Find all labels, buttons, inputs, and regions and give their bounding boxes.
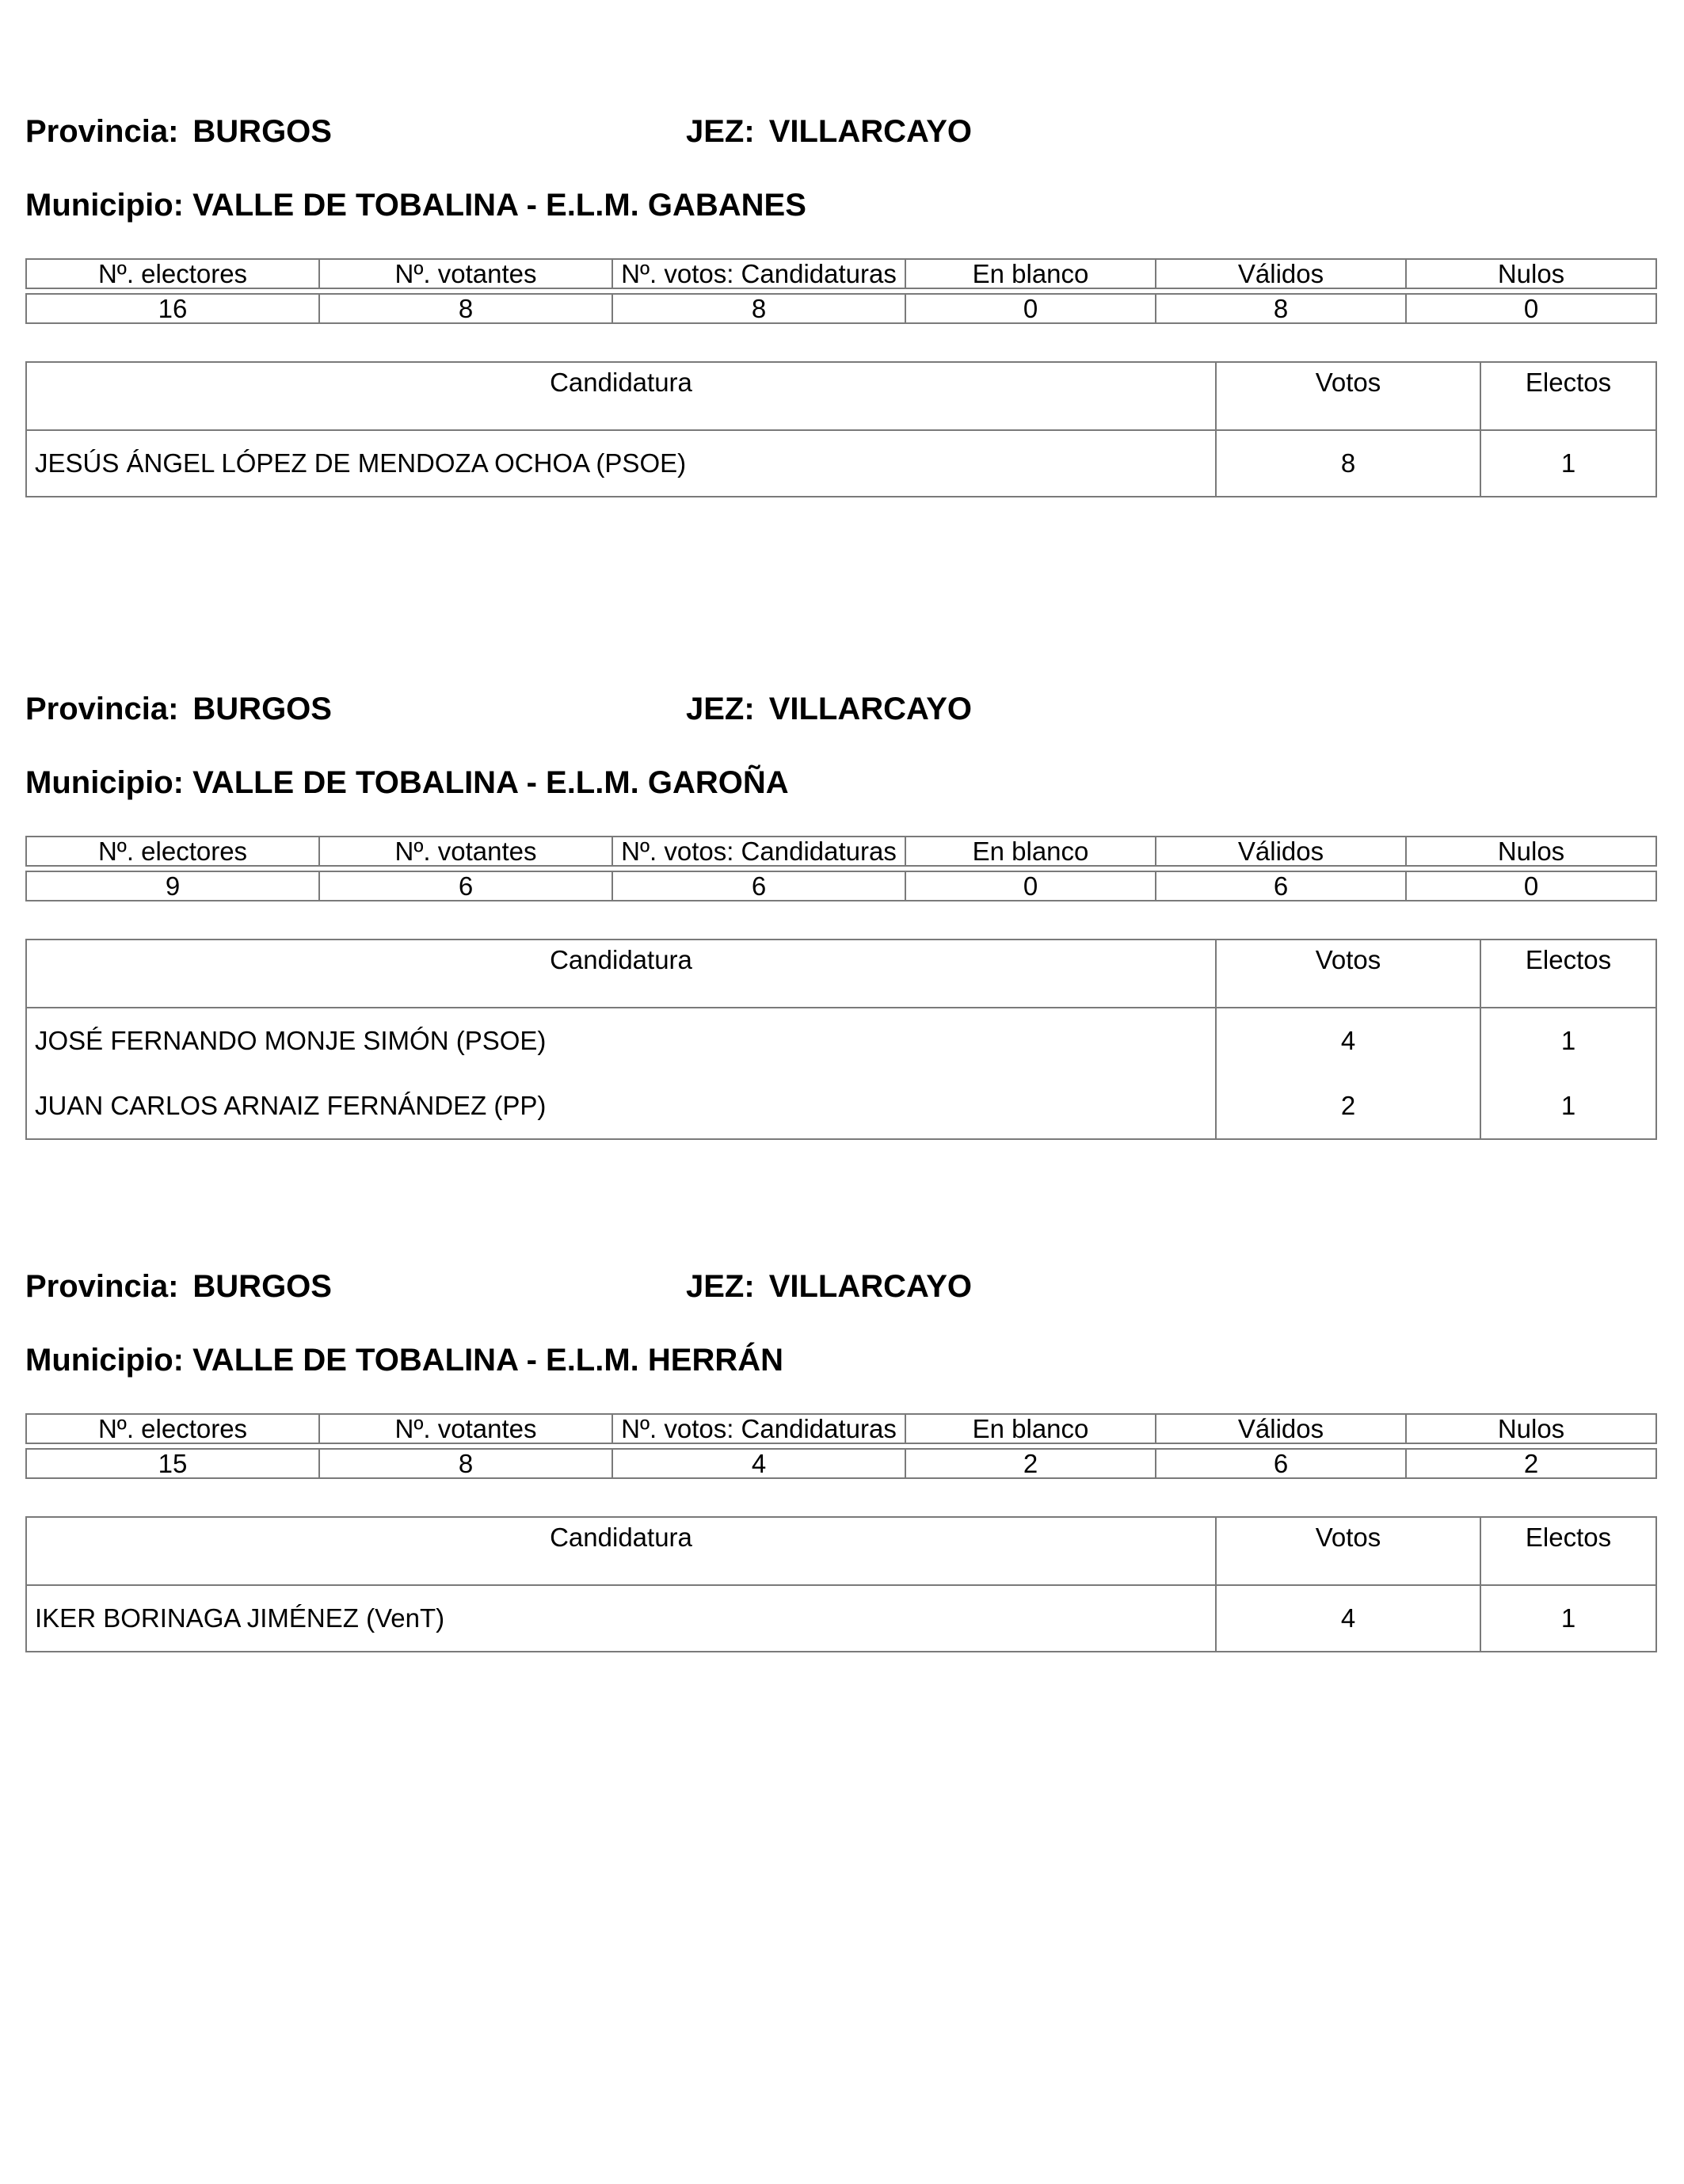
votos-header: Votos <box>1216 1517 1480 1585</box>
stats-value-table <box>25 293 1657 324</box>
section-gabanes <box>25 0 1655 507</box>
stat-header-nulos: Nulos <box>1406 259 1656 288</box>
jez-value: VILLARCAYO <box>768 1269 973 1304</box>
municipio-value: VALLE DE TOBALINA - E.L.M. GABANES <box>192 188 806 223</box>
stats-header-table <box>25 258 1657 289</box>
stats-value-table <box>25 1448 1657 1479</box>
provincia-label: Provincia: <box>25 692 179 726</box>
stat-votos-candidaturas: 8 <box>612 294 905 323</box>
stat-electores: 9 <box>26 871 319 901</box>
votos-header: Votos <box>1216 940 1480 1008</box>
stat-validos: 6 <box>1156 871 1406 901</box>
stat-en-blanco: 2 <box>905 1449 1156 1478</box>
jez-value: VILLARCAYO <box>768 692 973 726</box>
municipio-label: Municipio: <box>25 1343 184 1378</box>
stat-header-votantes: Nº. votantes <box>319 259 612 288</box>
stat-header-en-blanco: En blanco <box>905 837 1156 866</box>
candidate-votos: 8 <box>1216 430 1480 497</box>
municipio-label: Municipio: <box>25 188 184 223</box>
candidate-name: JUAN CARLOS ARNAIZ FERNÁNDEZ (PP) <box>26 1073 1216 1139</box>
stat-electores: 16 <box>26 294 319 323</box>
stat-validos: 6 <box>1156 1449 1406 1478</box>
jez-label: JEZ: <box>686 1269 755 1304</box>
candidate-name: JESÚS ÁNGEL LÓPEZ DE MENDOZA OCHOA (PSOE) <box>26 430 1216 497</box>
stat-header-nulos: Nulos <box>1406 1414 1656 1443</box>
municipio-value: VALLE DE TOBALINA - E.L.M. HERRÁN <box>192 1343 784 1378</box>
stat-votos-candidaturas: 6 <box>612 871 905 901</box>
table-row <box>26 1073 1656 1139</box>
stat-votantes: 8 <box>319 294 612 323</box>
stats-value-table <box>25 871 1657 901</box>
stat-nulos: 2 <box>1406 1449 1656 1478</box>
stat-header-electores: Nº. electores <box>26 1414 319 1443</box>
candidate-electos: 1 <box>1480 1008 1656 1073</box>
electos-header: Electos <box>1480 362 1656 430</box>
stat-votos-candidaturas: 4 <box>612 1449 905 1478</box>
table-row <box>26 1585 1656 1652</box>
stat-header-en-blanco: En blanco <box>905 259 1156 288</box>
electos-header: Electos <box>1480 940 1656 1008</box>
jez-line <box>686 685 972 733</box>
candidate-electos: 1 <box>1480 1585 1656 1652</box>
provincia-line <box>25 685 332 733</box>
candidate-name: JOSÉ FERNANDO MONJE SIMÓN (PSOE) <box>26 1008 1216 1073</box>
provincia-value: BURGOS <box>192 1269 332 1304</box>
municipio-label: Municipio: <box>25 765 184 800</box>
candidate-votos: 4 <box>1216 1008 1480 1073</box>
stat-votantes: 8 <box>319 1449 612 1478</box>
stat-header-electores: Nº. electores <box>26 837 319 866</box>
candidate-name: IKER BORINAGA JIMÉNEZ (VenT) <box>26 1585 1216 1652</box>
provincia-value: BURGOS <box>192 114 332 149</box>
stat-header-votos-candidaturas: Nº. votos: Candidaturas <box>612 1414 905 1443</box>
candidate-electos: 1 <box>1480 1073 1656 1139</box>
provincia-value: BURGOS <box>192 692 332 726</box>
candidate-electos: 1 <box>1480 430 1656 497</box>
stat-nulos: 0 <box>1406 871 1656 901</box>
jez-line <box>686 1263 972 1310</box>
stat-header-validos: Válidos <box>1156 259 1406 288</box>
stats-header-table <box>25 836 1657 867</box>
provincia-label: Provincia: <box>25 114 179 149</box>
municipio-line <box>25 759 789 806</box>
provincia-label: Provincia: <box>25 1269 179 1304</box>
votos-header: Votos <box>1216 362 1480 430</box>
provincia-line <box>25 108 332 155</box>
stat-header-votantes: Nº. votantes <box>319 837 612 866</box>
stat-header-electores: Nº. electores <box>26 259 319 288</box>
stat-en-blanco: 0 <box>905 294 1156 323</box>
jez-label: JEZ: <box>686 114 755 149</box>
candidates-table <box>25 1516 1657 1652</box>
section-herran <box>25 1155 1655 1662</box>
stat-en-blanco: 0 <box>905 871 1156 901</box>
jez-label: JEZ: <box>686 692 755 726</box>
stat-header-nulos: Nulos <box>1406 837 1656 866</box>
table-row <box>26 430 1656 497</box>
municipio-line <box>25 1336 783 1384</box>
candidatura-header: Candidatura <box>26 1517 1216 1585</box>
stat-header-validos: Válidos <box>1156 1414 1406 1443</box>
table-row <box>26 1008 1656 1073</box>
candidate-votos: 4 <box>1216 1585 1480 1652</box>
stat-header-votos-candidaturas: Nº. votos: Candidaturas <box>612 837 905 866</box>
stat-validos: 8 <box>1156 294 1406 323</box>
candidate-votos: 2 <box>1216 1073 1480 1139</box>
candidates-table <box>25 939 1657 1140</box>
stat-header-en-blanco: En blanco <box>905 1414 1156 1443</box>
municipio-value: VALLE DE TOBALINA - E.L.M. GAROÑA <box>192 765 789 800</box>
stat-header-votantes: Nº. votantes <box>319 1414 612 1443</box>
jez-value: VILLARCAYO <box>768 114 973 149</box>
candidates-table <box>25 361 1657 497</box>
stat-votantes: 6 <box>319 871 612 901</box>
electos-header: Electos <box>1480 1517 1656 1585</box>
candidatura-header: Candidatura <box>26 362 1216 430</box>
jez-line <box>686 108 972 155</box>
stat-nulos: 0 <box>1406 294 1656 323</box>
municipio-line <box>25 181 806 229</box>
stat-header-validos: Válidos <box>1156 837 1406 866</box>
stat-header-votos-candidaturas: Nº. votos: Candidaturas <box>612 259 905 288</box>
section-garona <box>25 577 1655 1148</box>
provincia-line <box>25 1263 332 1310</box>
stats-header-table <box>25 1413 1657 1444</box>
candidatura-header: Candidatura <box>26 940 1216 1008</box>
stat-electores: 15 <box>26 1449 319 1478</box>
